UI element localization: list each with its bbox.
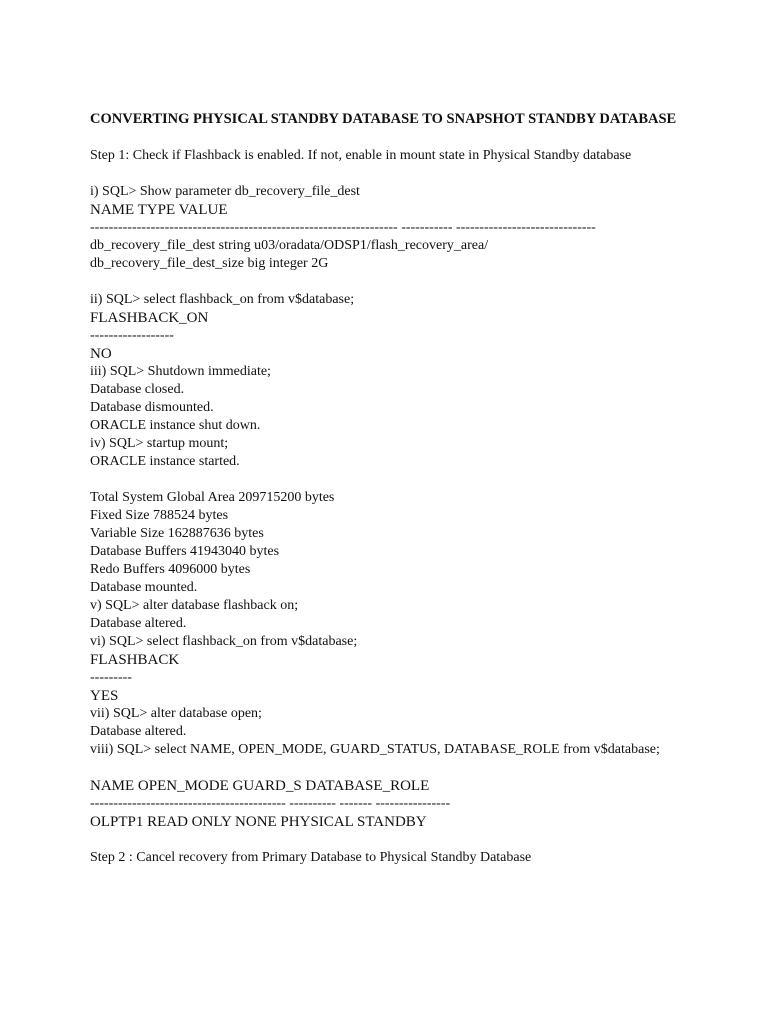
document-page [90, 110, 730, 867]
sql-output: Total System Global Area 209715200 bytes [90, 490, 335, 505]
sql-output: Database mounted. [90, 580, 198, 595]
sql-output: ORACLE instance started. [90, 454, 240, 469]
sql-command: vii) SQL> alter database open; [90, 706, 262, 721]
result-value: NO [90, 346, 112, 362]
sql-command: vi) SQL> select flashback_on from v$database; [90, 634, 358, 649]
sql-output: Database dismounted. [90, 400, 214, 415]
result-header: FLASHBACK [90, 652, 180, 668]
step-2-heading: Step 2 : Cancel recovery from Primary Database to Physical Standby Database [90, 850, 532, 865]
sql-command: iv) SQL> startup mount; [90, 436, 229, 451]
result-row: db_recovery_file_dest_size big integer 2G [90, 256, 329, 271]
sql-output: Redo Buffers 4096000 bytes [90, 562, 251, 577]
document-title: CONVERTING PHYSICAL STANDBY DATABASE TO SNAPSHOT STANDBY DATABASE [90, 111, 677, 127]
step-1-heading: Step 1: Check if Flashback is enabled. If not, enable in mount state in Physical Standby database [90, 148, 632, 163]
result-row: OLPTP1 READ ONLY NONE PHYSICAL STANDBY [90, 814, 427, 830]
result-header: NAME OPEN_MODE GUARD_S DATABASE_ROLE [90, 778, 430, 794]
result-header: NAME TYPE VALUE [90, 202, 228, 218]
sql-command: iii) SQL> Shutdown immediate; [90, 364, 271, 379]
result-row: db_recovery_file_dest string u03/oradata/ODSP1/flash_recovery_area/ [90, 238, 489, 253]
result-separator: ------------------ [90, 328, 174, 343]
result-separator: ------------------------------------------------------------------ ----------- ------------------------------ [90, 220, 596, 235]
sql-output: Database Buffers 41943040 bytes [90, 544, 280, 559]
sql-output: Database altered. [90, 616, 187, 631]
sql-command: ii) SQL> select flashback_on from v$database; [90, 292, 355, 307]
sql-output: Fixed Size 788524 bytes [90, 508, 229, 523]
result-separator: ------------------------------------------ ---------- ------- ---------------- [90, 796, 451, 811]
result-value: YES [90, 688, 119, 704]
sql-output: Database altered. [90, 724, 187, 739]
sql-output: Database closed. [90, 382, 185, 397]
sql-output: Variable Size 162887636 bytes [90, 526, 264, 541]
sql-command: viii) SQL> select NAME, OPEN_MODE, GUARD_STATUS, DATABASE_ROLE from v$database; [90, 742, 660, 757]
sql-command: v) SQL> alter database flashback on; [90, 598, 299, 613]
result-header: FLASHBACK_ON [90, 310, 209, 326]
result-separator: --------- [90, 670, 132, 685]
sql-command: i) SQL> Show parameter db_recovery_file_dest [90, 184, 360, 199]
sql-output: ORACLE instance shut down. [90, 418, 261, 433]
